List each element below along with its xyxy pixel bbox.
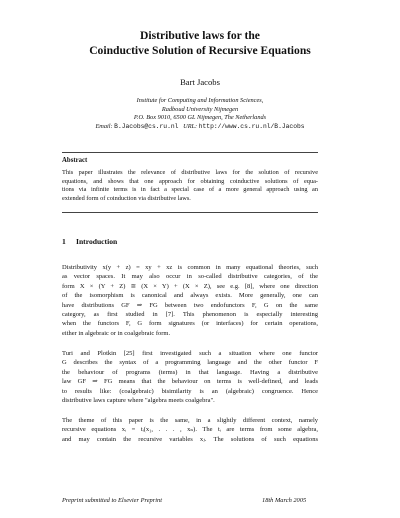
body-line: have distributions GF ⇒ FG between two endofunctors F, G on the same [62, 301, 318, 309]
contact-line [0, 123, 400, 132]
title-line-2: Coinductive Solution of Recursive Equations [89, 44, 311, 57]
paper-title [0, 28, 400, 58]
body-line: Turi and Plotkin [25] first investigated such a situation where one functor [62, 350, 318, 357]
abstract-heading: Abstract [62, 157, 88, 164]
abstract-line: equations, and shows that one approach for obtaining coinductive solutions of equa- [62, 177, 318, 185]
body-line: of the isomorphism is canonical and always exists. More generally, one can [62, 292, 318, 300]
paragraph-3 [62, 416, 318, 444]
affiliation-line-1: Institute for Computing and Information Sciences, [136, 97, 264, 104]
body-line: distributive laws capture where "algebra meets coalgebra". [62, 397, 215, 405]
body-line: form X × (Y + Z) ≅ (X × Y) + (X × Z), see e.g. [8], where one direction [62, 282, 318, 290]
abstract-bottom-rule [62, 212, 318, 213]
body-line: G describes the syntax of a programming language and the other functor F [62, 359, 318, 367]
abstract-line: extended form of coinduction via distributive laws. [62, 194, 191, 202]
url-link[interactable]: http://www.cs.ru.nl/B.Jacobs [198, 122, 305, 130]
abstract-line: tions via infinite terms is in fact a special case of a more general approach using an [62, 186, 318, 194]
author-name: Bart Jacobs [180, 77, 220, 87]
body-line: The theme of this paper is the same, in a slightly different context, namely [62, 417, 318, 424]
body-line: the behaviour of programs (terms) in that language. Having a distributive [62, 368, 318, 376]
email-label: Email: [95, 122, 113, 130]
affiliation-line-2: Radboud University Nijmegen [161, 105, 239, 113]
abstract-top-rule [62, 152, 318, 153]
paragraph-2 [62, 349, 318, 405]
body-line: law GF ⇒ FG means that the behaviour on terms is well-defined, and leads [62, 378, 318, 386]
body-line: to results like: (coalgebraic) bisimilarity is an (algebraic) congruence. Hence [62, 387, 318, 395]
footer-date: 18th March 2005 [262, 497, 307, 504]
body-line: recursive equations xᵢ = tᵢ(x₁, . . . , xₙ). The tᵢ are terms from some algebra, [62, 426, 318, 434]
email-link[interactable]: B.Jacobs@cs.ru.nl [114, 122, 179, 130]
url-label: URL: [183, 122, 198, 130]
body-line: either in algebraic or in coalgebraic form. [62, 329, 171, 337]
affiliation-line-3: P.O. Box 9010, 6500 GL Nijmegen, The Netherlands [133, 114, 267, 122]
body-line: when the functors F, G form signatures (or interfaces) for certain operations, [62, 320, 318, 328]
body-line: and may contain the recursive variables xⱼ. The solutions of such equations [62, 435, 318, 443]
footer-preprint-note: Preprint submitted to Elsevier Preprint [62, 497, 162, 504]
title-line-1: Distributive laws for the [140, 29, 260, 42]
section-heading [62, 237, 117, 246]
abstract-line: This paper illustrates the relevance of distributive laws for the solution of recursive [62, 169, 318, 176]
body-line: as vector spaces. It may also occur in so-called distributive categories, of the [62, 273, 318, 281]
body-line: Distributivity x(y + z) = xy + xz is common in many equational theories, such [62, 264, 318, 271]
body-line: category, as first studied in [7]. This phenomenon is especially interesting [62, 311, 318, 319]
affiliation-block [0, 97, 400, 131]
abstract-body [62, 169, 318, 203]
section-title: Introduction [76, 237, 118, 246]
section-number: 1 [62, 237, 66, 246]
paragraph-1 [62, 263, 318, 338]
